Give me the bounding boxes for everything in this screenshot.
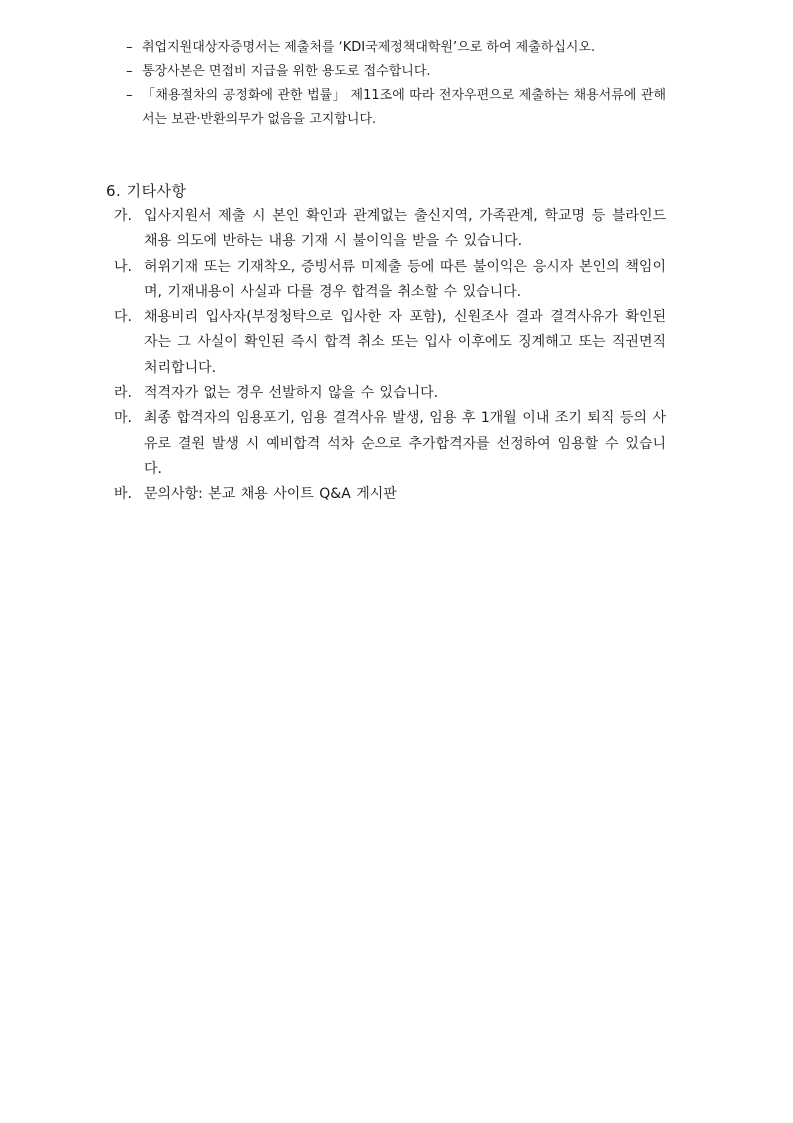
item-text: 문의사항: 본교 채용 사이트 Q&A 게시판 [144,486,397,503]
item-marker: 마. [114,410,132,427]
dash-marker: – [126,40,133,55]
list-item [126,84,666,132]
item-text: 채용비리 입사자(부정청탁으로 입사한 자 포함), 신원조사 결과 결격사유가 확인된 자는 그 사실이 확인된 즉시 합격 취소 또는 입사 이후에도 징계해고 또는 직권면직 처리합니다. [144,309,666,376]
list-item [114,305,666,381]
note-text: 취업지원대상자증명서는 제출처를 ‘KDI국제정책대학원’으로 하여 제출하십시오. [142,40,596,55]
note-text: 「채용절차의 공정화에 관한 법률」 제11조에 따라 전자우편으로 제출하는 채용서류에 관해서는 보관·반환의무가 없음을 고지합니다. [142,88,666,127]
section-heading: 6. 기타사항 [106,182,187,200]
item-text: 최종 합격자의 임용포기, 임용 결격사유 발생, 임용 후 1개월 이내 조기 퇴직 등의 사유로 결원 발생 시 예비합격 석차 순으로 추가합격자를 선정하여 임용할 수 있습니다. [144,410,666,477]
list-item [126,60,666,84]
list-item [114,406,666,482]
list-item [114,255,666,306]
item-text: 허위기재 또는 기재착오, 증빙서류 미제출 등에 따른 불이익은 응시자 본인의 책임이며, 기재내용이 사실과 다를 경우 합격을 취소할 수 있습니다. [144,258,666,300]
dash-marker: – [126,88,133,103]
submission-notes-list [126,36,666,132]
item-marker: 바. [114,486,132,503]
other-matters-list [114,204,666,508]
list-item [114,204,666,255]
item-marker: 다. [114,309,132,326]
list-item [126,36,666,60]
list-item [114,482,666,507]
item-text: 입사지원서 제출 시 본인 확인과 관계없는 출신지역, 가족관계, 학교명 등 블라인드 채용 의도에 반하는 내용 기재 시 불이익을 받을 수 있습니다. [144,208,666,250]
item-text: 적격자가 없는 경우 선발하지 않을 수 있습니다. [144,385,439,402]
item-marker: 나. [114,258,132,275]
item-marker: 가. [114,208,132,224]
dash-marker: – [126,64,133,79]
list-item [114,381,666,406]
note-text: 통장사본은 면접비 지급을 위한 용도로 접수합니다. [142,64,431,79]
item-marker: 라. [114,385,132,402]
